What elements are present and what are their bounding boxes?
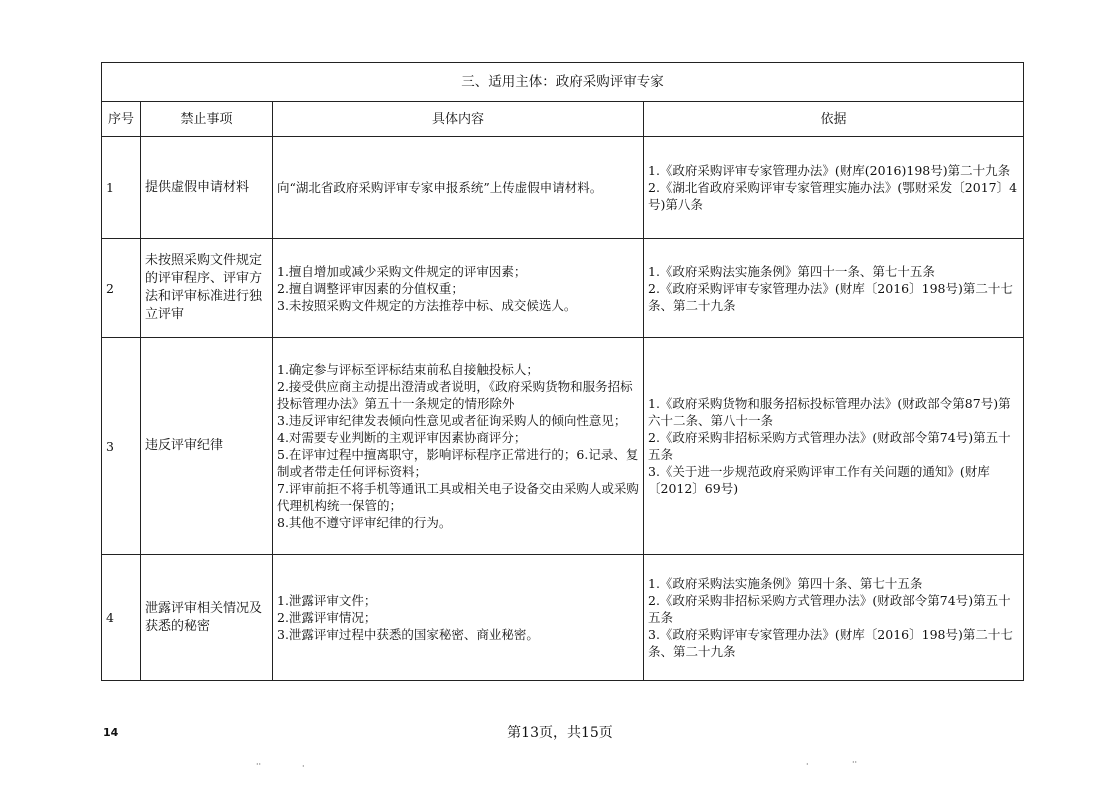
header-seq: 序号 xyxy=(102,102,141,137)
row-item: 泄露评审相关情况及获悉的秘密 xyxy=(141,555,273,681)
content-line: 3.泄露评审过程中获悉的国家秘密、商业秘密。 xyxy=(277,627,539,642)
content-line: 3.未按照采购文件规定的方法推荐中标、成交候选人。 xyxy=(277,297,577,313)
row-basis xyxy=(644,239,1024,338)
header-content: 具体内容 xyxy=(273,102,644,137)
table-row xyxy=(102,338,1024,555)
row-content xyxy=(273,137,644,239)
row-basis xyxy=(644,338,1024,555)
row-seq: 4 xyxy=(102,555,141,681)
basis-line: 1.《政府采购法实施条例》第四十条、第七十五条 xyxy=(648,576,923,591)
content-line: 2.泄露评审情况； xyxy=(277,610,377,625)
table-row xyxy=(102,555,1024,681)
basis-line: 2.《政府采购评审专家管理办法》(财库〔2016〕198号)第二十七条、第二十九条 xyxy=(648,280,1013,313)
content-line: 1.擅自增加或减少采购文件规定的评审因素； xyxy=(277,263,527,279)
content-line: 2.接受供应商主动提出澄清或者说明，《政府采购货物和服务招标投标管理办法》第五十一条规定的情形除外 xyxy=(277,379,633,411)
page-number: 14 xyxy=(103,726,119,739)
row-content xyxy=(273,338,644,555)
scan-speck: ·· xyxy=(852,758,858,767)
header-item: 禁止事项 xyxy=(141,102,273,137)
row-seq: 3 xyxy=(102,338,141,555)
row-seq: 2 xyxy=(102,239,141,338)
content-line: 向“湖北省政府采购评审专家申报系统”上传虚假申请材料。 xyxy=(277,180,603,195)
scan-speck: · xyxy=(806,760,809,769)
header-row xyxy=(102,102,1024,137)
basis-line: 2.《政府采购非招标采购方式管理办法》(财政部令第74号)第五十五条 xyxy=(648,430,1011,462)
content-line: 3.违反评审纪律发表倾向性意见或者征询采购人的倾向性意见； xyxy=(277,413,627,428)
prohibited-items-table xyxy=(101,62,1024,681)
scan-speck: ·· xyxy=(256,760,262,769)
row-content xyxy=(273,555,644,681)
content-line: 1.确定参与评标至评标结束前私自接触投标人； xyxy=(277,362,539,377)
basis-line: 1.《政府采购法实施条例》第四十一条、第七十五条 xyxy=(648,263,935,279)
row-basis xyxy=(644,137,1024,239)
scan-speck: · xyxy=(302,762,305,771)
table-row xyxy=(102,137,1024,239)
row-item: 提供虚假申请材料 xyxy=(141,137,273,239)
row-basis xyxy=(644,555,1024,681)
content-line: 2.擅自调整评审因素的分值权重； xyxy=(277,280,464,296)
row-item: 违反评审纪律 xyxy=(141,338,273,555)
row-content xyxy=(273,239,644,338)
basis-line: 3.《关于进一步规范政府采购评审工作有关问题的通知》(财库〔2012〕69号) xyxy=(648,464,990,496)
table-row xyxy=(102,239,1024,338)
basis-line: 2.《湖北省政府采购评审专家管理实施办法》(鄂财采发〔2017〕4号)第八条 xyxy=(648,180,1018,212)
content-line: 5.在评审过程中擅离职守，影响评标程序正常进行的；6.记录、复制或者带走任何评标资料； xyxy=(277,447,639,479)
header-basis: 依据 xyxy=(644,102,1024,137)
basis-line: 3.《政府采购评审专家管理办法》(财库〔2016〕198号)第二十七条、第二十九条 xyxy=(648,627,1013,659)
basis-line: 1.《政府采购货物和服务招标投标管理办法》(财政部令第87号)第六十二条、第八十一条 xyxy=(648,396,1011,428)
content-line: 4.对需要专业判断的主观评审因素协商评分； xyxy=(277,430,527,445)
basis-line: 2.《政府采购非招标采购方式管理办法》(财政部令第74号)第五十五条 xyxy=(648,593,1011,625)
row-item: 未按照采购文件规定的评审程序、评审方法和评审标准进行独立评审 xyxy=(141,239,273,338)
page-info: 第13页，共15页 xyxy=(507,725,613,741)
table-title: 三、适用主体：政府采购评审专家 xyxy=(102,63,1024,102)
basis-line: 1.《政府采购评审专家管理办法》(财库(2016)198号)第二十九条 xyxy=(648,163,1011,178)
content-line: 7.评审前拒不将手机等通讯工具或相关电子设备交由采购人或采购代理机构统一保管的； xyxy=(277,481,639,513)
content-line: 8.其他不遵守评审纪律的行为。 xyxy=(277,515,452,530)
content-line: 1.泄露评审文件； xyxy=(277,593,377,608)
row-seq: 1 xyxy=(102,137,141,239)
